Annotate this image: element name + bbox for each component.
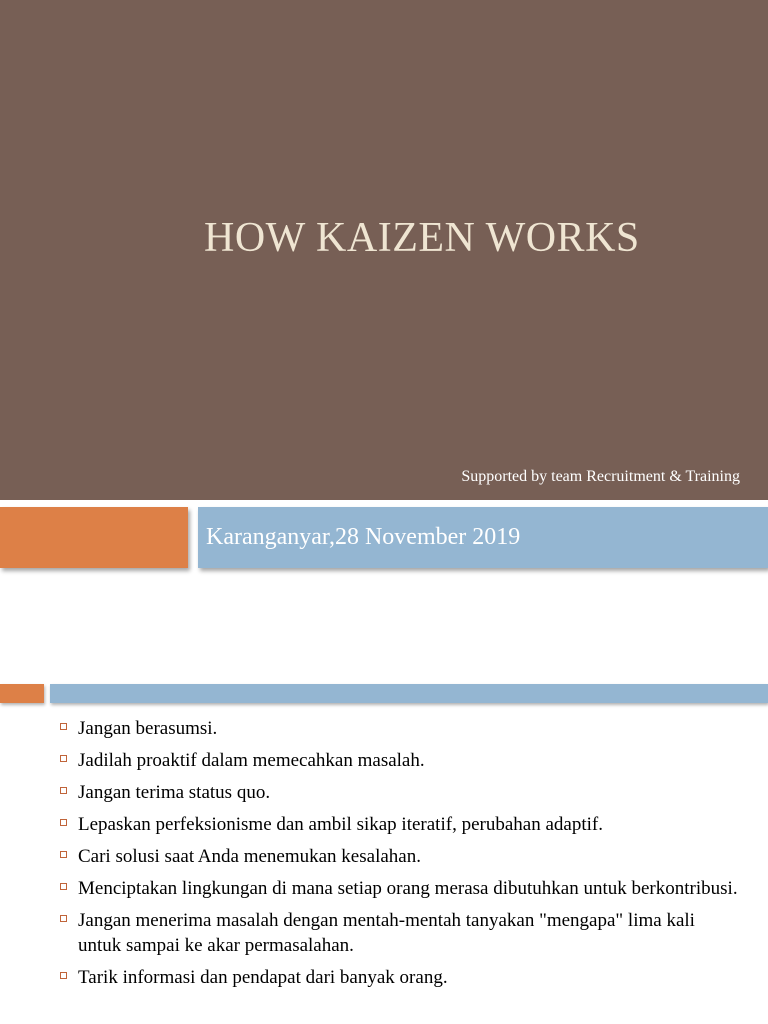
square-bullet-icon [60,915,67,922]
bullet-item [60,844,740,869]
bullet-item [60,748,740,773]
date-line: Karanganyar,28 November 2019 [206,524,521,550]
square-bullet-icon [60,819,67,826]
square-bullet-icon [60,851,67,858]
bullet-item [60,780,740,805]
bullet-text: Jangan menerima masalah dengan mentah-mentah tanyakan "mengapa" lima kali untuk sampai ke akar permasalahan. [78,910,695,956]
content-accent-bar-orange [0,684,44,703]
bullet-text: Lepaskan perfeksionisme dan ambil sikap iteratif, perubahan adaptif. [78,814,603,835]
square-bullet-icon [60,883,67,890]
content-accent-bar-blue [50,684,768,703]
bullet-item [60,908,740,958]
bullet-text: Tarik informasi dan pendapat dari banyak orang. [78,967,448,988]
title-slide [0,0,768,500]
bullet-text: Jangan berasumsi. [78,718,218,739]
bullet-item [60,716,740,741]
bullet-text: Cari solusi saat Anda menemukan kesalahan. [78,846,421,867]
bullet-item [60,812,740,837]
bullet-text: Menciptakan lingkungan di mana setiap orang merasa dibutuhkan untuk berkontribusi. [78,878,738,899]
square-bullet-icon [60,972,67,979]
bullet-text: Jangan terima status quo. [78,782,271,803]
square-bullet-icon [60,755,67,762]
bullet-text: Jadilah proaktif dalam memecahkan masalah. [78,750,425,771]
bullet-item [60,965,740,990]
supported-by-text: Supported by team Recruitment & Training [461,468,740,485]
bullet-list [60,716,740,997]
accent-bar-orange [0,507,188,568]
bullet-item [60,876,740,901]
slide-title: HOW KAIZEN WORKS [204,215,640,261]
square-bullet-icon [60,723,67,730]
square-bullet-icon [60,787,67,794]
